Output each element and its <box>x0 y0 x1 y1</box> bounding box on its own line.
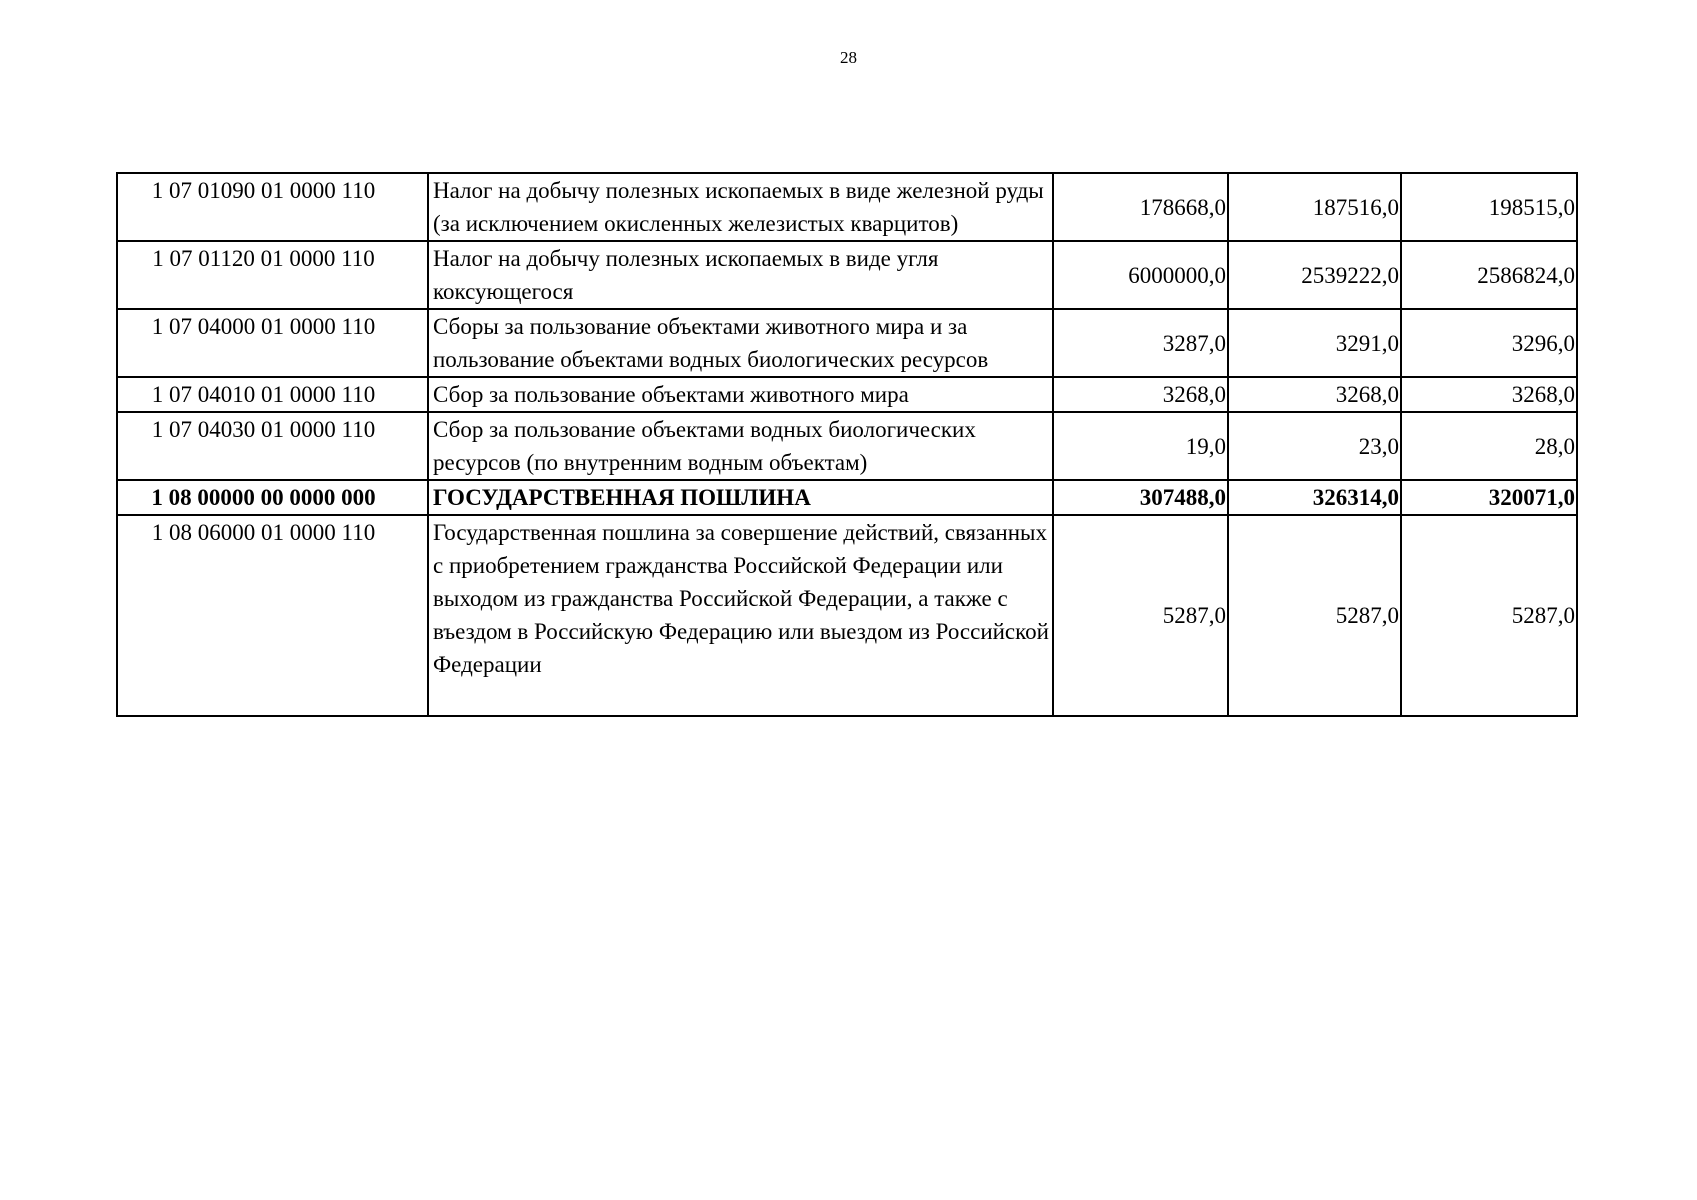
amount-cell-3: 320071,0 <box>1401 480 1577 515</box>
income-name-cell: Сборы за пользование объектами животного мира и за пользование объектами водных биологических ресурсов <box>428 309 1053 377</box>
amount-cell-1: 6000000,0 <box>1053 241 1228 309</box>
amount-cell-1: 19,0 <box>1053 412 1228 480</box>
amount-cell-3: 5287,0 <box>1401 515 1577 716</box>
income-name-cell: Государственная пошлина за совершение действий, связанных с приобретением гражданства Российской Федерации или выходом из гражданства Российской Федерации, а также с въездом в Российскую Федерацию или выездом из Российской Федерации <box>428 515 1053 716</box>
income-name-cell: ГОСУДАРСТВЕННАЯ ПОШЛИНА <box>428 480 1053 515</box>
budget-code-cell: 1 08 00000 00 0000 000 <box>117 480 428 515</box>
budget-code-cell: 1 07 01090 01 0000 110 <box>117 173 428 241</box>
amount-cell-1: 3268,0 <box>1053 377 1228 412</box>
amount-cell-3: 28,0 <box>1401 412 1577 480</box>
amount-cell-2: 2539222,0 <box>1228 241 1401 309</box>
amount-cell-2: 3268,0 <box>1228 377 1401 412</box>
page-number: 28 <box>840 48 857 67</box>
table-row <box>117 412 1577 480</box>
amount-cell-2: 3291,0 <box>1228 309 1401 377</box>
table-row <box>117 515 1577 716</box>
amount-cell-2: 187516,0 <box>1228 173 1401 241</box>
amount-cell-3: 3296,0 <box>1401 309 1577 377</box>
budget-code-cell: 1 07 01120 01 0000 110 <box>117 241 428 309</box>
amount-cell-2: 23,0 <box>1228 412 1401 480</box>
table-row <box>117 377 1577 412</box>
table-row-section-total <box>117 480 1577 515</box>
amount-cell-2: 326314,0 <box>1228 480 1401 515</box>
budget-code-cell: 1 08 06000 01 0000 110 <box>117 515 428 716</box>
amount-cell-3: 198515,0 <box>1401 173 1577 241</box>
amount-cell-1: 307488,0 <box>1053 480 1228 515</box>
income-name-cell: Налог на добычу полезных ископаемых в виде железной руды (за исключением окисленных железистых кварцитов) <box>428 173 1053 241</box>
income-name-cell: Сбор за пользование объектами водных биологических ресурсов (по внутренним водным объектам) <box>428 412 1053 480</box>
table-row <box>117 309 1577 377</box>
amount-cell-3: 2586824,0 <box>1401 241 1577 309</box>
budget-code-cell: 1 07 04030 01 0000 110 <box>117 412 428 480</box>
table-row <box>117 173 1577 241</box>
amount-cell-1: 3287,0 <box>1053 309 1228 377</box>
budget-code-cell: 1 07 04000 01 0000 110 <box>117 309 428 377</box>
budget-table <box>116 172 1578 717</box>
table-row <box>117 241 1577 309</box>
amount-cell-2: 5287,0 <box>1228 515 1401 716</box>
income-name-cell: Сбор за пользование объектами животного мира <box>428 377 1053 412</box>
income-name-cell: Налог на добычу полезных ископаемых в виде угля коксующегося <box>428 241 1053 309</box>
amount-cell-3: 3268,0 <box>1401 377 1577 412</box>
budget-code-cell: 1 07 04010 01 0000 110 <box>117 377 428 412</box>
amount-cell-1: 5287,0 <box>1053 515 1228 716</box>
amount-cell-1: 178668,0 <box>1053 173 1228 241</box>
